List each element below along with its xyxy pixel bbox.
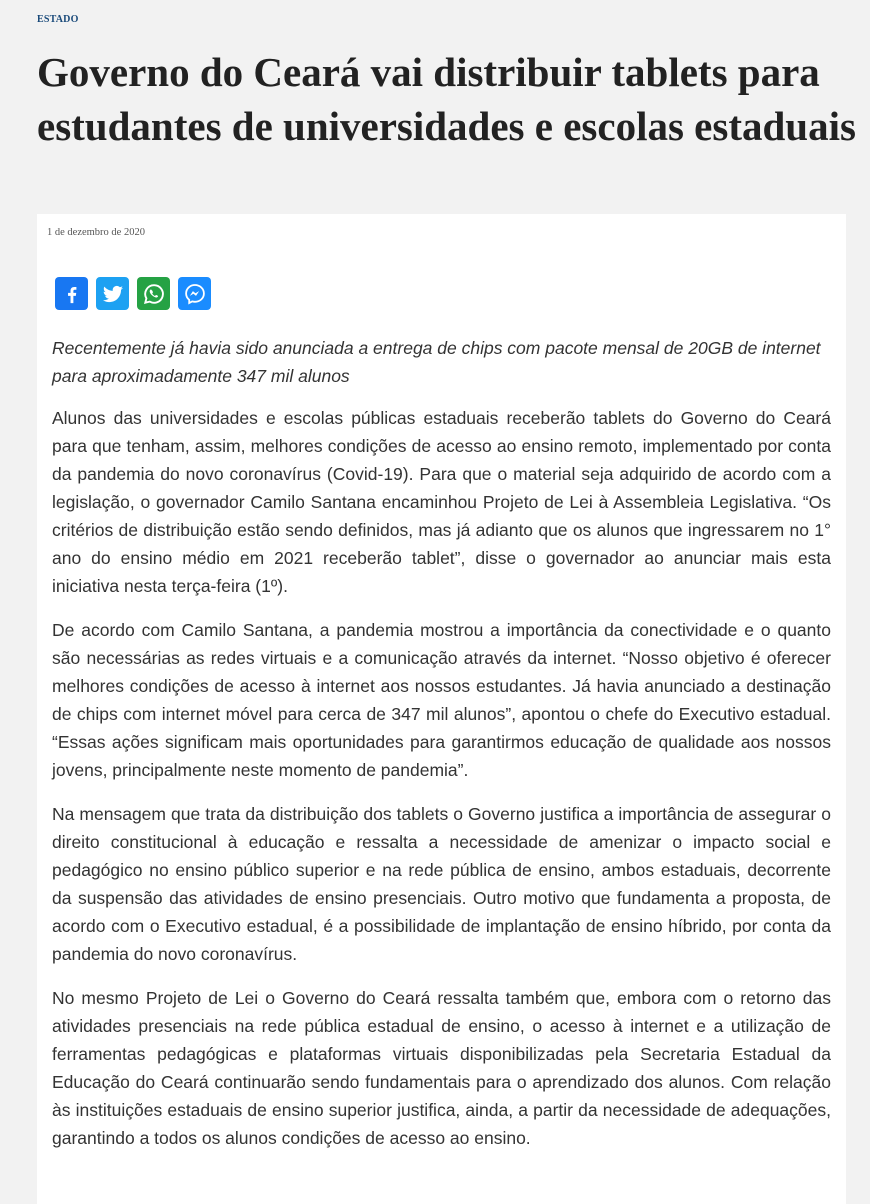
article-paragraph-1: Alunos das universidades e escolas públicas estaduais receberão tablets do Governo do Ceará para que tenham, assim, melhores condições de acesso ao ensino remoto, implementado por conta da pandemia do novo coronavírus (Covid-19). Para que o material seja adquirido de acordo com a legislação, o governador Camilo Santana encaminhou Projeto de Lei à Assembleia Legislativa. “Os critérios de distribuição estão sendo definidos, mas já adianto que os alunos que ingressarem no 1° ano do ensino médio em 2021 receberão tablet”, disse o governador ao anunciar mais esta iniciativa nesta terça-feira (1º). (52, 408, 831, 596)
facebook-icon (61, 283, 83, 305)
share-twitter-button[interactable] (96, 277, 129, 310)
whatsapp-icon (142, 282, 166, 306)
article-title: Governo do Ceará vai distribuir tablets para estudantes de universidades e escolas estaduais (37, 49, 856, 149)
article-paragraph-2: De acordo com Camilo Santana, a pandemia mostrou a importância da conectividade e o quanto são necessárias as redes virtuais e a comunicação através da internet. “Nosso objetivo é oferecer melhores condições de acesso à internet aos nossos estudantes. Já havia anunciado a destinação de chips com internet móvel para cerca de 347 mil alunos”, apontou o chefe do Executivo estadual. “Essas ações significam mais oportunidades para garantirmos educação de qualidade aos nossos jovens, principalmente neste momento de pandemia”. (52, 620, 831, 780)
article-paragraph-3: Na mensagem que trata da distribuição dos tablets o Governo justifica a importância de assegurar o direito constitucional à educação e ressalta a necessidade de amenizar o impacto social e pedagógico no ensino público superior e na rede pública de ensino, ambos estaduais, decorrente da suspensão das atividades de ensino presenciais. Outro motivo que fundamenta a proposta, de acordo com o Executivo estadual, é a possibilidade de implantação de ensino híbrido, por conta da pandemia do novo coronavírus. (52, 804, 831, 964)
share-whatsapp-button[interactable] (137, 277, 170, 310)
article-body (52, 334, 831, 1168)
article-paragraph-4: No mesmo Projeto de Lei o Governo do Ceará ressalta também que, embora com o retorno das atividades presenciais na rede pública estadual de ensino, o acesso à internet e a utilização de ferramentas pedagógicas e plataformas virtuais disponibilizadas pela Secretaria Estadual da Educação do Ceará continuarão sendo fundamentais para o aprendizado dos alunos. Com relação às instituições estaduais de ensino superior justifica, ainda, a partir da necessidade de adequações, garantindo a todos os alunos condições de acesso ao ensino. (52, 988, 831, 1148)
messenger-icon (183, 282, 207, 306)
share-bar (55, 277, 211, 310)
share-facebook-button[interactable] (55, 277, 88, 310)
article-card (37, 214, 846, 1204)
twitter-icon (101, 282, 125, 306)
article-lead: Recentemente já havia sido anunciada a entrega de chips com pacote mensal de 20GB de internet para aproximadamente 347 mil alunos (52, 338, 821, 386)
publish-date: 1 de dezembro de 2020 (47, 227, 145, 238)
share-messenger-button[interactable] (178, 277, 211, 310)
category-label[interactable]: ESTADO (37, 14, 79, 25)
